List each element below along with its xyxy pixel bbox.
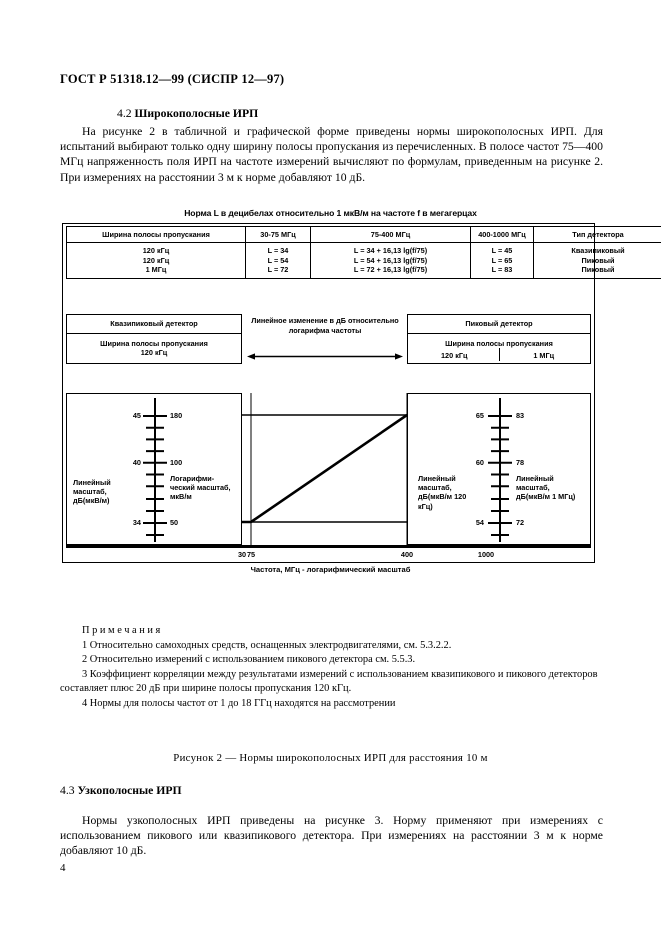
paragraph-42-text: На рисунке 2 в табличной и графической форме приведены нормы широкополосных ИРП. Для испытаний выбирают только одну ширину полосы пропускания из перечисленных. В полосе частот 75—400 МГц напряженность поля ИРП на частоте измерений вычисляют по формулам, приведенным на рисунке 2. При измерениях на расстоянии 3 м к норме добавляют 10 дБ.: [60, 125, 603, 184]
page-number: 4: [60, 862, 66, 874]
left-tick-log-100: 100: [170, 458, 183, 467]
norm-30-75-3: L = 72: [267, 265, 289, 275]
detector-1: Квазипиковый: [571, 246, 625, 256]
section-title-43: Узкополосные ИРП: [77, 784, 182, 797]
norm-400-1000-1: L = 45: [491, 246, 513, 256]
td-detector-list: [534, 243, 661, 278]
left-bandwidth-label: Ширина полосы пропускания: [100, 338, 208, 348]
td-bandwidth-list: [67, 243, 246, 278]
notes-block: [60, 624, 603, 712]
note-item-1: 1 Относительно самоходных средств, оснащенных электродвигателями, см. 5.3.2.2.: [82, 639, 452, 651]
right-tick-120k-54: 54: [475, 518, 484, 527]
norm-75-400-2: L = 54 + 16,13 lg(f/75): [353, 255, 428, 265]
right-tick-1m-83: 83: [516, 411, 525, 420]
table-data-row: [67, 243, 661, 278]
left-bandwidth-group: [67, 334, 241, 363]
right-tick-1m-72: 72: [516, 518, 525, 527]
right-scale-axis: [408, 394, 592, 546]
x-tick-1000: 1000: [477, 550, 495, 559]
norms-table: [66, 226, 661, 279]
th-bandwidth: Ширина полосы пропускания: [67, 227, 246, 243]
middle-linear-change-note: Линейное изменение в дБ относительно логарифма частоты: [251, 316, 399, 335]
right-bandwidth-120k: 120 кГц: [441, 351, 468, 361]
right-scale-pane: [407, 393, 591, 545]
right-tick-120k-65: 65: [475, 411, 484, 420]
section-heading-42: [117, 106, 258, 121]
td-band-75-400-list: [311, 243, 471, 278]
td-band-30-75-list: [246, 243, 311, 278]
left-scale-axis: [67, 394, 243, 546]
left-tick-linear-40: 40: [132, 458, 141, 467]
th-band-400-1000: 400-1000 МГц: [471, 227, 534, 243]
right-detector-box: [407, 314, 591, 364]
left-tick-log-50: 50: [170, 518, 179, 527]
document-header: ГОСТ Р 51318.12—99 (СИСПР 12—97): [60, 72, 285, 86]
th-band-75-400: 75-400 МГц: [311, 227, 471, 243]
bandwidth-1: 120 кГц: [142, 246, 170, 256]
x-axis-ticks: [66, 550, 591, 562]
detector-2: Пиковый: [581, 255, 615, 265]
norm-400-1000-2: L = 65: [491, 255, 513, 265]
x-tick-400: 400: [400, 550, 414, 559]
section-heading-43: [60, 783, 182, 798]
th-band-30-75: 30-75 МГц: [246, 227, 311, 243]
right-tick-1m-78: 78: [516, 458, 525, 467]
section-number-43: 4.3: [60, 784, 75, 797]
right-detector-label: Пиковый детектор: [408, 315, 590, 334]
figure-2: [58, 208, 625, 598]
td-band-400-1000-list: [471, 243, 534, 278]
notes-heading: Примечания: [82, 625, 163, 636]
th-detector: Тип детектора: [534, 227, 661, 243]
left-tick-log-180: 180: [170, 411, 183, 420]
bandwidth-3: 1 МГц: [145, 265, 167, 275]
left-scale-pane: [66, 393, 242, 545]
section-number-42: 4.2: [117, 107, 132, 120]
detector-3: Пиковый: [581, 265, 615, 275]
right-tick-120k-60: 60: [475, 458, 484, 467]
left-axis-label-log: Логарифмический масштаб, мкВ/м: [170, 474, 231, 502]
x-axis-label: Частота, МГц - логарифмический масштаб: [250, 565, 411, 574]
linear-change-arrow: [247, 348, 403, 357]
right-bandwidth-split: [410, 348, 588, 361]
left-axis-label-linear: Линейный масштаб, дБ(мкВ/м): [73, 478, 111, 506]
norm-30-75-2: L = 54: [267, 255, 289, 265]
norm-400-1000-3: L = 83: [491, 265, 513, 275]
right-bandwidth-group: [408, 334, 590, 363]
left-tick-linear-45: 45: [132, 411, 141, 420]
table-header-row: [67, 227, 661, 243]
norm-75-400-3: L = 72 + 16,13 lg(f/75): [353, 265, 428, 275]
right-bandwidth-1m: 1 МГц: [499, 348, 589, 361]
note-item-3: 3 Коэффициент корреляции между результатами измерений с использованием квазипикового и пикового детекторов составляет плюс 20 дБ при ширине полосы пропускания 120 кГц.: [60, 668, 598, 695]
left-tick-linear-34: 34: [132, 518, 141, 527]
norm-75-400-1: L = 34 + 16,13 lg(f/75): [353, 246, 428, 256]
note-item-2: 2 Относительно измерений с использованием пикового детектора см. 5.5.3.: [82, 654, 416, 666]
paragraph-43: [60, 813, 603, 859]
right-axis-label-120k: Линейный масштаб, дБ(мкВ/м 120 кГц): [418, 474, 467, 511]
bandwidth-2: 120 кГц: [142, 255, 170, 265]
right-bandwidth-label: Ширина полосы пропускания: [445, 338, 553, 348]
left-detector-label: Квазипиковый детектор: [67, 315, 241, 334]
paragraph-42: [60, 124, 603, 185]
x-tick-30: 30: [237, 550, 247, 559]
note-item-4: 4 Нормы для полосы частот от 1 до 18 ГГц находятся на рассмотрении: [82, 697, 396, 709]
paragraph-43-text: Нормы узкополосных ИРП приведены на рисунке 3. Норму применяют при измерениях с использованием пикового или квазипикового детектора. При измерениях на расстоянии 3 м к норме добавляют 10 дБ.: [60, 814, 603, 858]
right-axis-label-1m: Линейный масштаб, дБ(мкВ/м 1 МГц): [516, 474, 576, 502]
section-title-42: Широкополосные ИРП: [134, 107, 259, 120]
plot-area: [66, 393, 591, 545]
x-axis-line: [66, 545, 591, 548]
left-bandwidth-value: 120 кГц: [140, 348, 168, 358]
figure-caption: Рисунок 2 — Нормы широкополосных ИРП для расстояния 10 м: [173, 752, 488, 764]
figure-title: Норма L в децибелах относительно 1 мкВ/м на частоте f в мегагерцах: [184, 208, 477, 218]
x-tick-75: 75: [246, 550, 256, 559]
left-detector-box: [66, 314, 242, 364]
norm-30-75-1: L = 34: [267, 246, 289, 256]
